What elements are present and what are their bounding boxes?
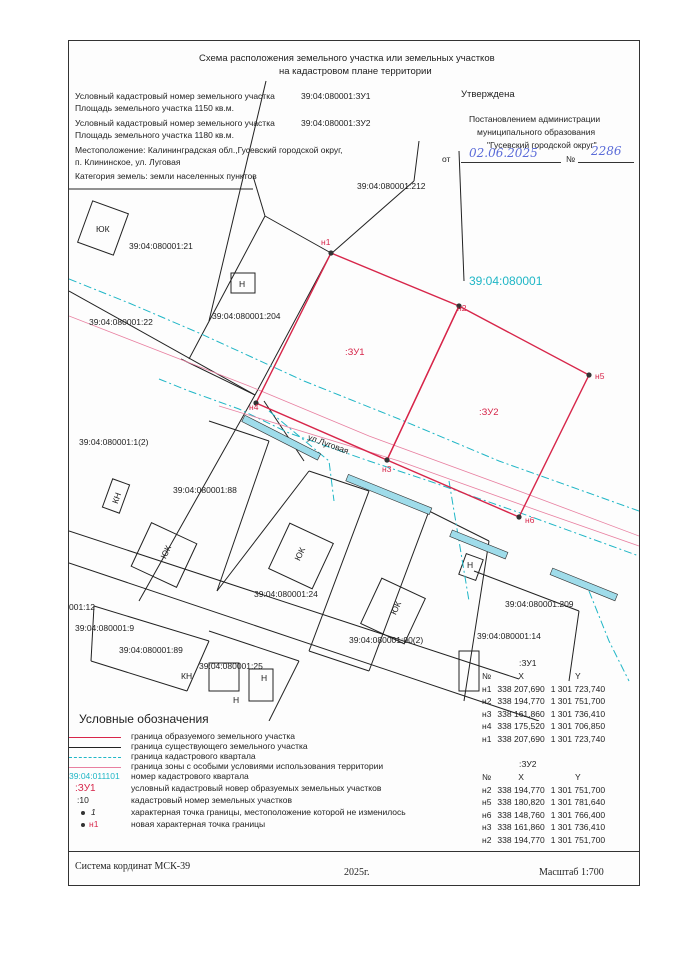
parcel1-id: 39:04:080001:ЗУ1 [301,91,371,101]
boundary-line [69,563,539,721]
approval-number: 2286 [591,144,622,158]
building-label: Н [239,279,246,289]
legend-line-cyan [69,757,121,758]
boundary-line [139,395,255,601]
dot-icon [81,811,85,815]
legend-symbol: 1 [91,807,96,817]
parcel1-area: Площадь земельного участка 1150 кв.м. [75,103,234,113]
coords-row [479,683,608,696]
label-9: 39:04:080001:9 [75,623,135,633]
coord-system: Система кординат МСК-39 [75,861,191,872]
label-88: 39:04:080001:88 [173,485,237,495]
label-14: 39:04:080001:14 [477,631,541,641]
hatched-strip [550,568,618,601]
coords-cell: 1 301 723,740 [550,733,606,744]
legend-line-pink [69,767,121,768]
parcel2-area: Площадь земельного участка 1180 кв.м. [75,130,234,140]
point-n1 [328,250,333,255]
point-label-n2: н2 [457,303,467,313]
legend [69,731,469,861]
coords-cell: н3 [482,708,492,719]
approval-line-2: муниципального образования [477,127,596,137]
approval-approved: Утверждена [461,89,515,100]
coords-row [479,695,608,708]
boundary-line [189,216,265,359]
hatched-strips [242,415,618,601]
coords-cell: 338 207,690 [497,733,545,744]
coords-row [479,720,608,733]
parcel-label-zu1: :ЗУ1 [345,347,365,358]
coords-header: X [518,772,524,783]
label-22: 39:04:080001:22 [89,317,153,327]
coords-cell: 338 180,820 [497,797,545,808]
approval-line-3: "Гусевский городской округ" [487,140,597,150]
coords-row [479,834,608,847]
land-category: Категория земель: земли населенных пунктов [75,171,257,181]
coords-cell: н2 [482,696,492,707]
boundary-line [209,81,266,321]
coords-row [479,796,608,809]
boundary-line [369,511,429,671]
coords-cell: 338 161,860 [497,822,545,833]
street-label: ул.Луговая [306,431,351,457]
quarter-line [589,591,629,681]
coords-cell: 338 194,770 [497,834,545,845]
point-n6 [516,514,521,519]
parcel2-id: 39:04:080001:ЗУ2 [301,118,371,128]
coords-cell: 1 301 751,700 [550,696,606,707]
label-90-2: 39:04:080001:90(2) [349,635,424,645]
legend-text: граница образуемого земельного участка [131,731,295,741]
point-label-n5: н5 [595,371,605,381]
coords-header: Y [575,671,581,682]
scheme-sheet [68,40,640,886]
boundary-line [181,359,255,395]
coords-row [479,821,608,834]
coords-cell: 338 194,770 [497,696,545,707]
building-label: ЮК [388,599,404,617]
boundary-line [414,141,419,181]
coords-table-zu1 [479,670,608,745]
footer-divider [69,851,639,852]
building-label: Н [261,673,268,683]
coords-cell: 1 301 781,640 [550,797,606,808]
building-label: Н [233,695,240,705]
coords-cell: 1 301 706,850 [550,721,606,732]
quarter-number-label: 39:04:080001 [469,274,543,288]
label-1-2: 39:04:080001:1(2) [79,437,149,447]
coords-table-zu2 [479,771,608,846]
new-boundaries [256,253,589,517]
coords-header: X [518,671,524,682]
title-line-1: Схема расположения земельного участка или земельных участков [199,53,495,64]
approval-date: 02.06.2025 [469,146,538,160]
coords-cell: 338 194,770 [497,784,545,795]
approval-from-label: от [442,154,451,164]
coords-cell: н2 [482,834,492,845]
building-label: Н [467,560,474,570]
coords-header: Y [575,772,581,783]
coords-cell: н5 [482,797,492,808]
coords-cell: 1 301 736,410 [550,822,606,833]
legend-title: Условные обозначения [79,712,209,726]
buildings [78,201,484,701]
coords-cell: 1 301 766,400 [550,809,606,820]
legend-text: кадастровый номер земельных участков [131,795,292,805]
coords-cell: н4 [482,721,492,732]
boundary-line [69,291,255,395]
hatched-strip [346,474,432,514]
year: 2025г. [344,867,370,878]
boundary-line [253,176,265,216]
coords-header: № [482,671,492,682]
building-label: ЮК [158,543,174,561]
legend-symbol: :10 [77,795,89,805]
building-label: ЮК [96,224,110,234]
point-label-n1: н1 [321,237,331,247]
building-label: КН [181,671,193,681]
number-underline [578,162,634,163]
label-89: 39:04:080001:89 [119,645,183,655]
label-212: 39:04:080001:212 [357,181,426,191]
boundary-line [91,661,187,691]
legend-line-red [69,737,121,738]
coords-cell: 1 301 751,700 [550,834,606,845]
coords-cell: 1 301 751,700 [550,784,606,795]
coords-cell: н1 [482,683,492,694]
boundary-line [91,606,94,661]
coords-cell: н6 [482,809,492,820]
parcel1-line: Условный кадастровый номер земельного участка [75,91,275,101]
approval-number-label: № [566,154,576,164]
label-204: 39:04:080001:204 [212,311,281,321]
date-underline [461,162,561,163]
label-21: 39:04:080001:21 [129,241,193,251]
legend-text: новая характерная точка границы [131,819,266,829]
quarter-line [159,379,639,556]
coords-row [479,809,608,822]
quarter-line [69,279,639,511]
zone-line [219,406,639,546]
coords-row [479,784,608,797]
coords-cell: 1 301 723,740 [550,683,606,694]
title-line-2: на кадастровом плане территории [279,66,432,77]
parcel2-line: Условный кадастровый номер земельного участка [75,118,275,128]
boundary-line [459,151,464,281]
legend-text: граница зоны с особыми условиями использования территории [131,761,384,771]
hatched-strip [450,530,508,559]
boundary-line [217,441,269,591]
label-25: 39:04:080001:25 [199,661,263,671]
point-n5 [586,372,591,377]
building-label: КН [109,491,124,505]
location-line-2: п. Клининское, ул. Луговая [75,157,181,167]
legend-symbol: н1 [89,819,99,829]
dot-icon [81,823,85,827]
coords-cell: н2 [482,784,492,795]
boundary-line [265,216,331,253]
legend-text: номер кадастрового квартала [131,771,249,781]
legend-symbol: :ЗУ1 [75,783,96,794]
legend-line-black [69,747,121,748]
coords-header: № [482,772,492,783]
coords-cell: н3 [482,822,492,833]
coords-cell: 338 161,860 [497,708,545,719]
coords-zu2-title: :ЗУ2 [519,759,537,769]
point-n3 [384,457,389,462]
coords-cell: 1 301 736,410 [550,708,606,719]
parcel-label-zu2: :ЗУ2 [479,407,499,418]
point-label-n6: н6 [525,515,535,525]
legend-symbol: 39:04:011101 [69,771,120,781]
coords-row [479,708,608,721]
building-label: ЮК [292,545,308,563]
legend-text: граница существующего земельного участка [131,741,308,751]
coords-row [479,733,608,746]
label-209: 39:04:080001:209 [505,599,574,609]
boundary-line [332,181,414,253]
point-label-n4: н4 [249,402,259,412]
point-label-n3: н3 [382,464,392,474]
coords-cell: 338 207,690 [497,683,545,694]
coords-cell: н1 [482,733,492,744]
legend-text: условный кадастровый новер образуемых земельных участков [131,783,382,793]
coords-cell: 338 148,760 [497,809,545,820]
scale: Масштаб 1:700 [539,867,604,878]
approval-line-1: Постановлением администрации [469,114,601,124]
label-12: 001:12 [69,602,95,612]
legend-text: граница кадастрового квартала [131,751,256,761]
legend-text: характерная точка границы, местоположение которой не изменилось [131,807,406,817]
coords-zu1-title: :ЗУ1 [519,658,537,668]
label-24: 39:04:080001:24 [254,589,318,599]
location-line-1: Местоположение: Калининградская обл.,Гусевский городской округ, [75,145,343,155]
coords-cell: 338 175,520 [497,721,545,732]
